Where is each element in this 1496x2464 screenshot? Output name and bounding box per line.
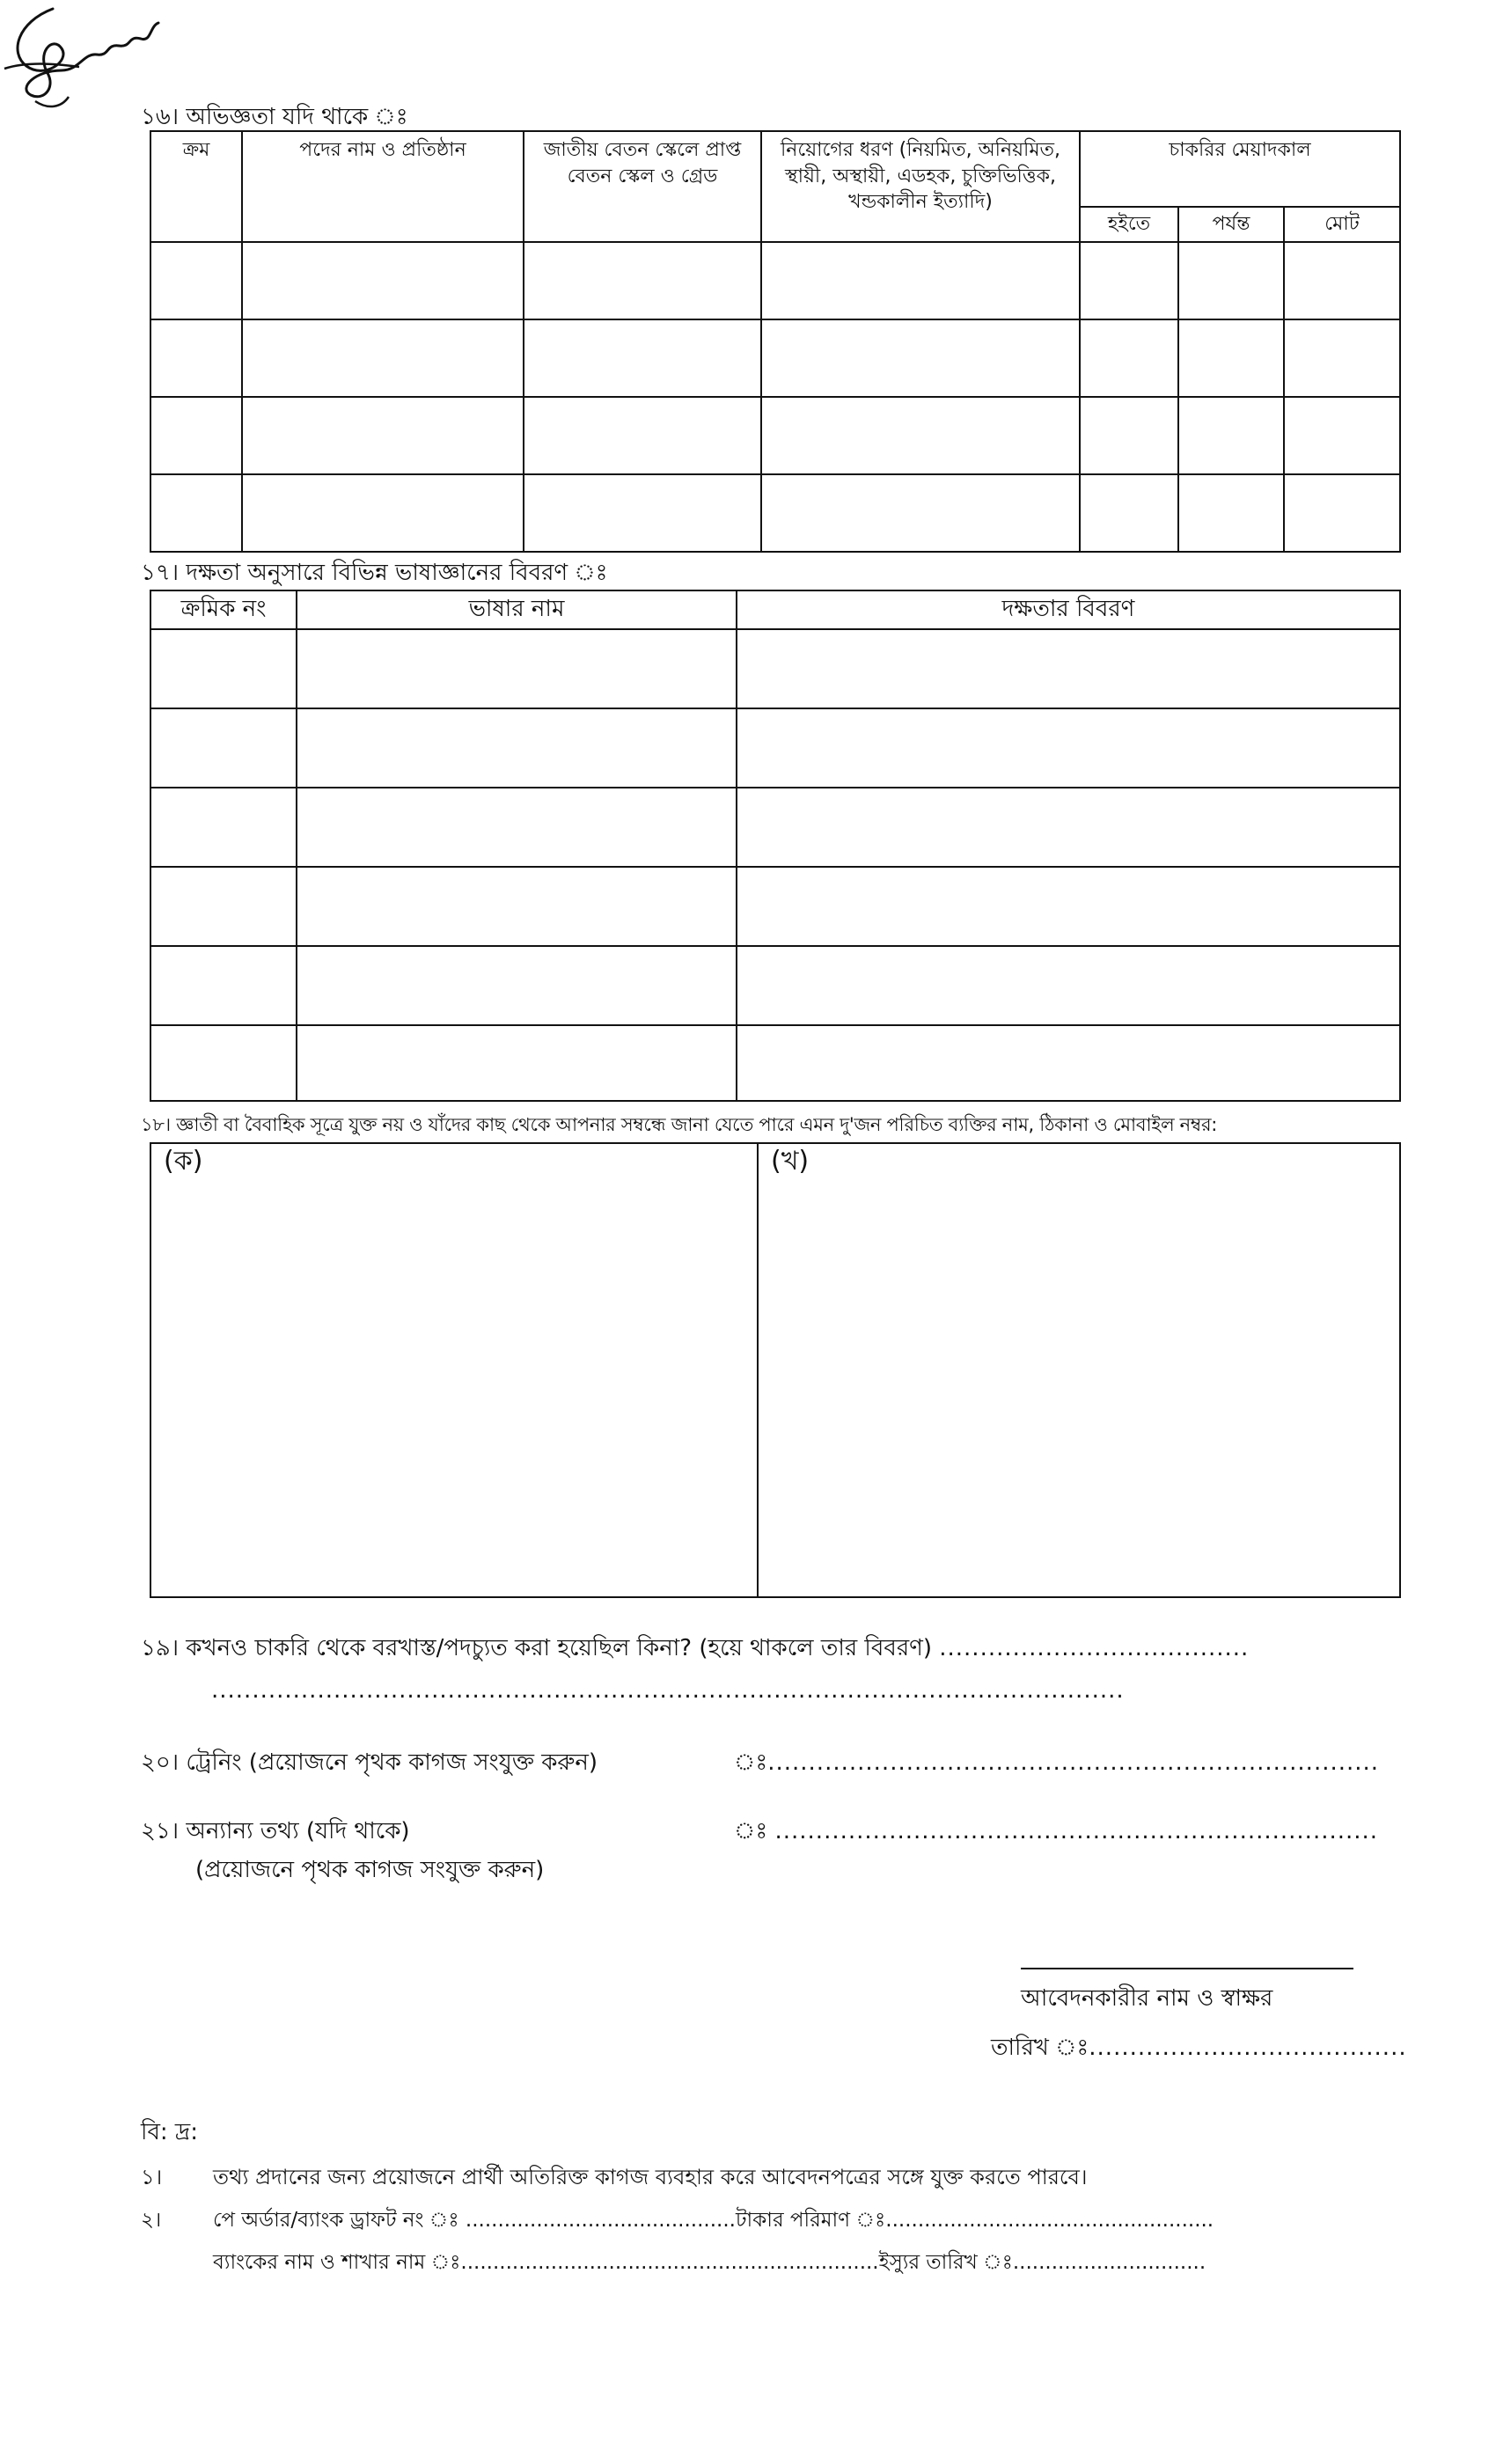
section-21-subtext: (প্রয়োজনে পৃথক কাগজ সংযুক্ত করুন) [195,1857,545,1883]
section-21-colon: ঃ [734,1818,768,1844]
table-cell[interactable] [297,629,737,708]
table-cell[interactable] [242,319,524,397]
table-cell[interactable] [1178,397,1284,474]
table-cell[interactable] [1284,319,1400,397]
table-cell[interactable] [737,708,1400,788]
table-cell[interactable] [150,788,297,867]
table-cell[interactable] [297,788,737,867]
section-20-text: ২০। ট্রেনিং (প্রয়োজনে পৃথক কাগজ সংযুক্ত করুন) [141,1749,598,1776]
header-pay-scale: জাতীয় বেতন স্কেলে প্রাপ্ত বেতন স্কেল ও গ্রেড [524,131,761,242]
table-cell[interactable] [1178,242,1284,319]
table-row [150,319,1400,397]
section-19-question [141,1630,1249,1668]
table-cell[interactable] [737,788,1400,867]
table-cell[interactable] [1080,397,1178,474]
table-row [150,946,1400,1025]
table-cell[interactable] [737,1025,1400,1101]
bank-name-line[interactable]: ব্যাংকের নাম ও শাখার নাম ঃ.................................................................ইস্যুর তারিখ ঃ.............................. [213,2251,1206,2274]
note-2-number: ২। [141,2209,162,2232]
table-cell[interactable] [150,1025,297,1101]
table-cell[interactable] [1080,319,1178,397]
header-language-name: ভাষার নাম [297,590,737,629]
table-cell[interactable] [150,319,242,397]
table-cell[interactable] [524,474,761,552]
table-cell[interactable] [1284,242,1400,319]
table-cell[interactable] [150,708,297,788]
note-2 [141,2204,1214,2238]
header-to: পর্যন্ত [1178,207,1284,242]
table-cell[interactable] [297,867,737,946]
table-cell[interactable] [1080,474,1178,552]
applicant-signature-label: আবেদনকারীর নাম ও স্বাক্ষর [1021,1985,1273,2012]
section-19-text: ১৯। কখনও চাকরি থেকে বরখাস্ত/পদচ্যুত করা হয়েছিল কিনা? (হয়ে থাকলে তার বিবরণ) [141,1635,932,1661]
reference-b-label: (খ) [771,1146,810,1177]
references-table [150,1142,1401,1598]
section-17-title: ১৭। দক্ষতা অনুসারে বিভিন্ন ভাষাজ্ঞানের বিবরণ ঃ [141,560,608,586]
table-cell[interactable] [1080,242,1178,319]
table-cell[interactable] [150,867,297,946]
header-appointment-type: নিয়োগের ধরণ (নিয়মিত, অনিয়মিত, স্থায়ী, অস্থায়ী, এডহক, চুক্তিভিত্তিক, খন্ডকালীন ইত্যাদি) [761,131,1080,242]
section-20-colon: ঃ [734,1749,768,1776]
table-cell[interactable] [242,242,524,319]
table-cell[interactable] [297,708,737,788]
note-1-text: তথ্য প্রদানের জন্য প্রয়োজনে প্রার্থী অতিরিক্ত কাগজ ব্যবহার করে আবেদনপত্রের সঙ্গে যুক্ত করতে পারবে। [213,2165,1088,2189]
header-serial: ক্রম [150,131,242,242]
header-duration: চাকরির মেয়াদকাল [1080,131,1400,207]
header-serial-no: ক্রমিক নং [150,590,297,629]
section-21-text: ২১। অন্যান্য তথ্য (যদি থাকে) [141,1818,410,1844]
table-cell[interactable] [761,474,1080,552]
table-cell[interactable] [1284,397,1400,474]
note-1-number: ১। [141,2165,163,2189]
table-cell[interactable] [297,946,737,1025]
table-cell[interactable] [761,242,1080,319]
table-cell[interactable] [524,319,761,397]
table-cell[interactable] [150,629,297,708]
table-row [150,629,1400,708]
language-table [150,590,1401,1102]
table-row [150,397,1400,474]
table-cell[interactable] [737,629,1400,708]
table-cell[interactable] [150,397,242,474]
table-cell[interactable] [242,474,524,552]
table-cell[interactable] [242,397,524,474]
header-proficiency: দক্ষতার বিবরণ [737,590,1400,629]
section-18-title: ১৮। জ্ঞাতী বা বৈবাহিক সূত্রে যুক্ত নয় ও যাঁদের কাছ থেকে আপনার সম্বন্ধে জানা যেতে পারে এমন দু'জন পরিচিত ব্যক্তির নাম, ঠিকানা ও মোবাইল নম্বর: [141,1114,1217,1135]
date-answer-line[interactable]: ....................................... [1089,2035,1407,2061]
reference-a-label: (ক) [164,1146,203,1177]
header-total: মোট [1284,207,1400,242]
table-cell[interactable] [737,946,1400,1025]
table-row [150,788,1400,867]
table-cell[interactable] [761,319,1080,397]
section-16-title: ১৬। অভিজ্ঞতা যদি থাকে ঃ [141,104,408,130]
signature-line[interactable] [1021,1968,1353,1969]
reference-a-box[interactable] [150,1143,758,1597]
reference-b-box[interactable] [758,1143,1400,1597]
section-21-answer-line[interactable]: .......................................................................... [774,1818,1379,1844]
table-cell[interactable] [524,397,761,474]
section-21-field[interactable] [734,1813,1378,1852]
table-cell[interactable] [524,242,761,319]
section-20-answer-line[interactable]: ........................................................................... [767,1749,1380,1776]
table-cell[interactable] [150,946,297,1025]
note-1 [141,2161,1087,2196]
table-cell[interactable] [1178,474,1284,552]
table-cell[interactable] [737,867,1400,946]
table-cell[interactable] [297,1025,737,1101]
table-cell[interactable] [150,474,242,552]
table-cell[interactable] [1284,474,1400,552]
date-label: তারিখ ঃ [991,2035,1089,2061]
date-field[interactable] [991,2029,1407,2068]
table-cell[interactable] [1178,319,1284,397]
experience-table [150,130,1401,553]
section-19-answer-line-2[interactable]: ................................................................................................................ [211,1677,1125,1704]
header-post-institution: পদের নাম ও প্রতিষ্ঠান [242,131,524,242]
pay-order-line[interactable]: পে অর্ডার/ব্যাংক ড্রাফট নং ঃ ..........................................টাকার পরিমাণ ঃ................................................... [213,2209,1214,2232]
table-row [150,242,1400,319]
table-row [150,474,1400,552]
table-row [150,1025,1400,1101]
table-row [150,708,1400,788]
section-19-answer-line[interactable]: ...................................... [939,1635,1250,1661]
table-cell[interactable] [150,242,242,319]
header-from: হইতে [1080,207,1178,242]
table-cell[interactable] [761,397,1080,474]
notes-heading: বি: দ্র: [141,2119,198,2145]
section-20-field[interactable] [734,1744,1379,1783]
table-row [150,867,1400,946]
